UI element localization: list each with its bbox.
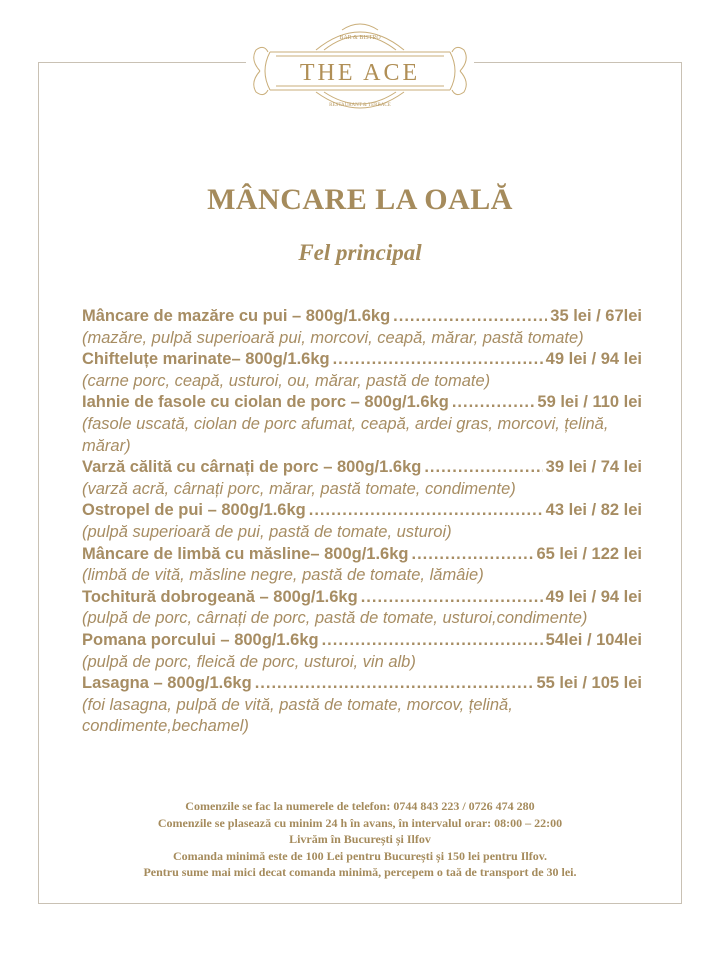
footer-phone-line: Comenzile se fac la numerele de telefon: 0744 843 223 / 0726 474 280 — [185, 799, 535, 813]
menu-item-description: (varză acră, cârnați porc, mărar, pastă tomate, condimente) — [82, 479, 516, 498]
footer-minimum-order-line: Comanda minimă este de 100 Lei pentru București și 150 lei pentru Ilfov. — [172, 848, 548, 863]
dot-leader — [393, 306, 547, 328]
logo-graphic — [246, 10, 474, 128]
menu-item-name: Ostropel de pui – 800g/1.6kg — [82, 501, 306, 520]
dot-leader — [412, 544, 534, 566]
menu-item — [82, 587, 642, 630]
dot-leader — [452, 392, 535, 414]
dot-leader — [309, 500, 543, 522]
menu-item — [82, 630, 642, 673]
menu-item — [82, 544, 642, 587]
dot-leader — [322, 630, 543, 652]
menu-item — [82, 392, 642, 457]
footer-transport-fee-line: Pentru sume mai mici decat comanda minimă, percepem o taă de transport de 30 lei. — [143, 865, 577, 880]
logo-name: THE ACE — [299, 60, 421, 86]
menu-item-name: Lasagna – 800g/1.6kg — [82, 674, 252, 693]
menu-item-description: (pulpă superioară de pui, pastă de tomate, usturoi) — [82, 522, 452, 541]
menu-item-price: 54lei / 104lei — [545, 630, 642, 649]
menu-item-price: 49 lei / 94 lei — [545, 587, 642, 606]
menu-item-name: Mâncare de limbă cu măsline– 800g/1.6kg — [82, 544, 409, 563]
menu-item-header — [82, 349, 642, 371]
section-subtitle: Fel principal — [298, 240, 422, 265]
logo-top-text: BAR & BISTRO — [339, 35, 381, 41]
menu-item-price: 39 lei / 74 lei — [545, 458, 642, 477]
menu-item-price: 43 lei / 82 lei — [545, 501, 642, 520]
menu-item-name: Varză călită cu cârnați de porc – 800g/1.6kg — [82, 458, 422, 477]
menu-item-description: (carne porc, ceapă, usturoi, ou, mărar, pastă de tomate) — [82, 371, 491, 390]
dot-leader — [361, 587, 543, 609]
menu-item-name: Mâncare de mazăre cu pui – 800g/1.6kg — [82, 307, 391, 325]
menu-item-price: 55 lei / 105 lei — [536, 674, 642, 693]
menu-item-name: Chifteluțe marinate– 800g/1.6kg — [82, 350, 330, 369]
menu-item-price: 59 lei / 110 lei — [537, 393, 642, 412]
menu-item-name: Iahnie de fasole cu ciolan de porc – 800g/1.6kg — [82, 393, 449, 412]
menu-item-price: 49 lei / 94 lei — [545, 350, 642, 369]
menu-item-header — [82, 630, 642, 652]
menu-item-description: (limbă de vită, măsline negre, pastă de tomate, lămâie) — [82, 566, 484, 585]
menu-item — [82, 673, 642, 738]
menu-item-name: Tochitură dobrogeană – 800g/1.6kg — [82, 587, 358, 606]
dot-leader — [255, 673, 534, 695]
menu-item-description: (fasole uscată, ciolan de porc afumat, ceapă, ardei gras, morcovi, țelină, mărar) — [82, 414, 609, 455]
menu-item-description: (mazăre, pulpă superioară pui, morcovi, ceapă, mărar, pastă tomate) — [82, 328, 584, 347]
menu-item — [82, 306, 642, 349]
page-title: MÂNCARE LA OALĂ — [207, 183, 513, 216]
menu-list — [82, 306, 642, 738]
menu-item-description: (foi lasagna, pulpă de vită, pastă de tomate, morcov, țelină, condimente,bechamel) — [82, 695, 513, 736]
footer-delivery-line: Livrăm în București și Ilfov — [289, 832, 431, 847]
menu-item-description: (pulpă de porc, fleică de porc, usturoi, vin alb) — [82, 652, 416, 671]
menu-item-header — [82, 673, 642, 695]
dot-leader — [424, 457, 542, 479]
logo-bottom-text: RESTAURANT & TERRACE — [329, 103, 391, 108]
footer-schedule-line: Comenzile se plasează cu minim 24 h în avans, în intervalul orar: 08:00 – 22:00 — [157, 815, 563, 830]
menu-item-header — [82, 544, 642, 566]
logo — [246, 10, 474, 128]
menu-item-header — [82, 457, 642, 479]
menu-item-header — [82, 306, 642, 328]
footer-info — [0, 798, 720, 881]
menu-item-price: 65 lei / 122 lei — [536, 544, 642, 563]
menu-item-header — [82, 587, 642, 609]
menu-item-header — [82, 500, 642, 522]
menu-item-header — [82, 392, 642, 414]
dot-leader — [333, 349, 543, 371]
menu-item — [82, 500, 642, 543]
menu-item-name: Pomana porcului – 800g/1.6kg — [82, 630, 319, 649]
menu-item — [82, 349, 642, 392]
menu-item — [82, 457, 642, 500]
menu-item-price: 35 lei / 67lei — [550, 307, 642, 325]
menu-item-description: (pulpă de porc, cârnați de porc, pastă de tomate, usturoi,condimente) — [82, 609, 588, 628]
